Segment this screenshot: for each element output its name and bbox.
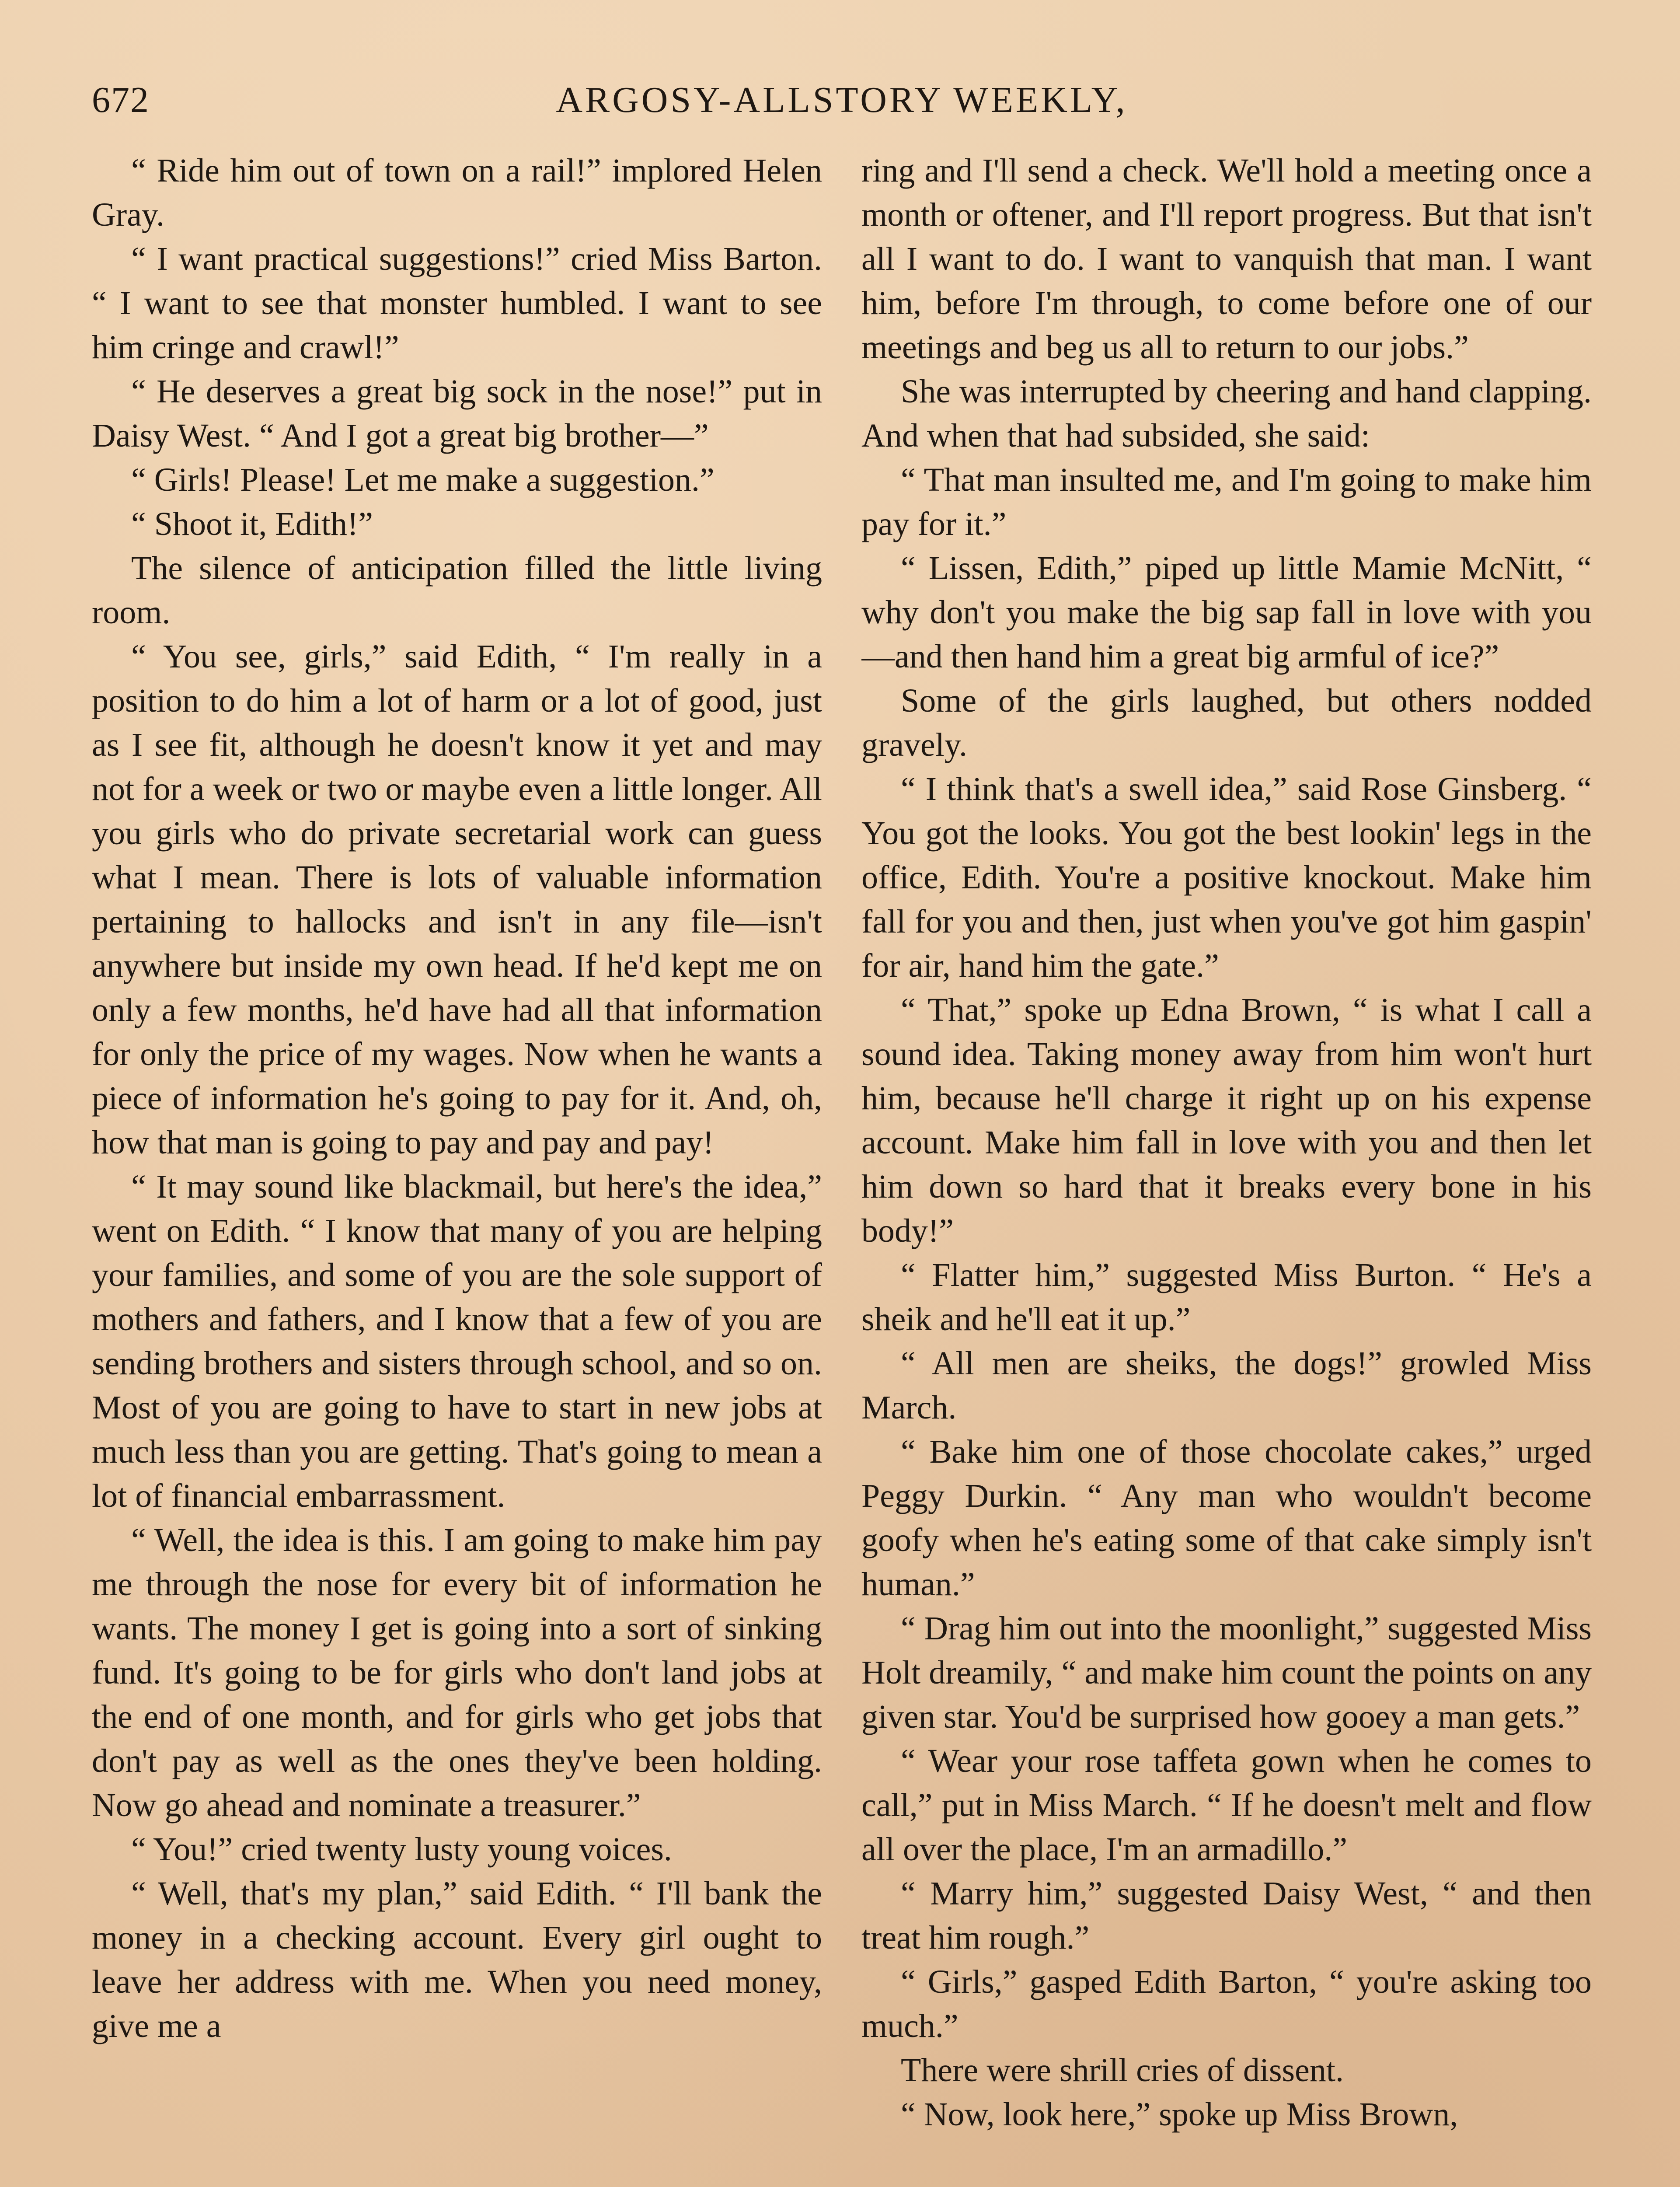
- paragraph: “ It may sound like blackmail, but here's the idea,” went on Edith. “ I know that many of you are helping your families, and some of you are the sole support of mothers and fathers, and I know that a few of you are sending brothers and sisters through school, and so on. Most of you are going to have to start in new jobs at much less than you are getting. That's going to mean a lot of financial embarrassment.: [92, 1168, 822, 1514]
- paragraph: “ Drag him out into the moonlight,” suggested Miss Holt dreamily, “ and make him count the points on any given star. You'd be surprised how gooey a man gets.”: [861, 1610, 1592, 1735]
- paragraph: “ Girls! Please! Let me make a suggestion.”: [131, 461, 715, 498]
- paragraph: The silence of anticipation filled the little living room.: [92, 550, 822, 631]
- paragraph: ring and I'll send a check. We'll hold a meeting once a month or oftener, and I'll report progress. But that isn't all I want to do. I want to vanquish that man. I want him, before I'm through, to come before one of our meetings and beg us all to return to our jobs.”: [861, 152, 1592, 366]
- paragraph: “ Bake him one of those chocolate cakes,” urged Peggy Durkin. “ Any man who wouldn't become goofy when he's eating some of that cake simply isn't human.”: [861, 1433, 1592, 1603]
- paragraph: “ Ride him out of town on a rail!” implored Helen Gray.: [92, 152, 822, 233]
- paragraph: “ Well, the idea is this. I am going to make him pay me through the nose for every bit of information he wants. The money I get is going into a sort of sinking fund. It's going to be for girls who don't land jobs at the end of one month, and for girls who get jobs that don't pay as well as the ones they've been holding. Now go ahead and nominate a treasurer.”: [92, 1522, 822, 1824]
- paragraph: She was interrupted by cheering and hand clapping. And when that had subsided, she said:: [861, 373, 1592, 454]
- paragraph: “ Lissen, Edith,” piped up little Mamie McNitt, “ why don't you make the big sap fall in love with you—and then hand him a great big armful of ice?”: [861, 550, 1592, 675]
- paragraph: Some of the girls laughed, but others nodded gravely.: [861, 682, 1592, 763]
- page-header: [92, 79, 1592, 127]
- paragraph: “ He deserves a great big sock in the nose!” put in Daisy West. “ And I got a great big brother—”: [92, 373, 822, 454]
- paragraph: “ Now, look here,” spoke up Miss Brown,: [901, 2096, 1458, 2133]
- paragraph: “ All men are sheiks, the dogs!” growled Miss March.: [861, 1345, 1592, 1426]
- right-column: [861, 149, 1592, 2187]
- paragraph: “ Marry him,” suggested Daisy West, “ and then treat him rough.”: [861, 1875, 1592, 1956]
- text-columns: [92, 149, 1592, 2187]
- paragraph: “ Wear your rose taffeta gown when he comes to call,” put in Miss March. “ If he doesn't melt and flow all over the place, I'm an armadillo.”: [861, 1743, 1592, 1868]
- page-number: 672: [92, 80, 150, 120]
- paragraph: “ You!” cried twenty lusty young voices.: [131, 1831, 672, 1868]
- paragraph: “ That,” spoke up Edna Brown, “ is what I call a sound idea. Taking money away from him won't hurt him, because he'll charge it right up on his expense account. Make him fall in love with you and then let him down so hard that it breaks every bone in his body!”: [861, 992, 1592, 1249]
- running-head: ARGOSY-ALLSTORY WEEKLY,: [556, 80, 1128, 120]
- paragraph: “ You see, girls,” said Edith, “ I'm really in a position to do him a lot of harm or a lot of good, just as I see fit, although he doesn't know it yet and may not for a week or two or maybe even a little longer. All you girls who do private secretarial work can guess what I mean. There is lots of valuable information pertaining to hallocks and isn't in any file—isn't anywhere but inside my own head. If he'd kept me on only a few months, he'd have had all that information for only the price of my wages. Now when he wants a piece of information he's going to pay for it. And, oh, how that man is going to pay and pay and pay!: [92, 638, 822, 1161]
- paragraph: “ That man insulted me, and I'm going to make him pay for it.”: [861, 461, 1592, 542]
- paragraph: “ I think that's a swell idea,” said Rose Ginsberg. “ You got the looks. You got the best lookin' legs in the office, Edith. You're a positive knockout. Make him fall for you and then, just when you've got him gaspin' for air, hand him the gate.”: [861, 771, 1592, 984]
- paragraph: “ I want practical suggestions!” cried Miss Barton. “ I want to see that monster humbled. I want to see him cringe and crawl!”: [92, 241, 822, 366]
- left-column: [92, 149, 822, 2187]
- paragraph: “ Shoot it, Edith!”: [131, 506, 373, 542]
- paragraph: “ Flatter him,” suggested Miss Burton. “ He's a sheik and he'll eat it up.”: [861, 1257, 1592, 1338]
- paragraph: “ Well, that's my plan,” said Edith. “ I'll bank the money in a checking account. Every girl ought to leave her address with me. When you need money, give me a: [92, 1875, 822, 2044]
- paragraph: “ Girls,” gasped Edith Barton, “ you're asking too much.”: [861, 1963, 1592, 2044]
- paragraph: There were shrill cries of dissent.: [901, 2052, 1344, 2089]
